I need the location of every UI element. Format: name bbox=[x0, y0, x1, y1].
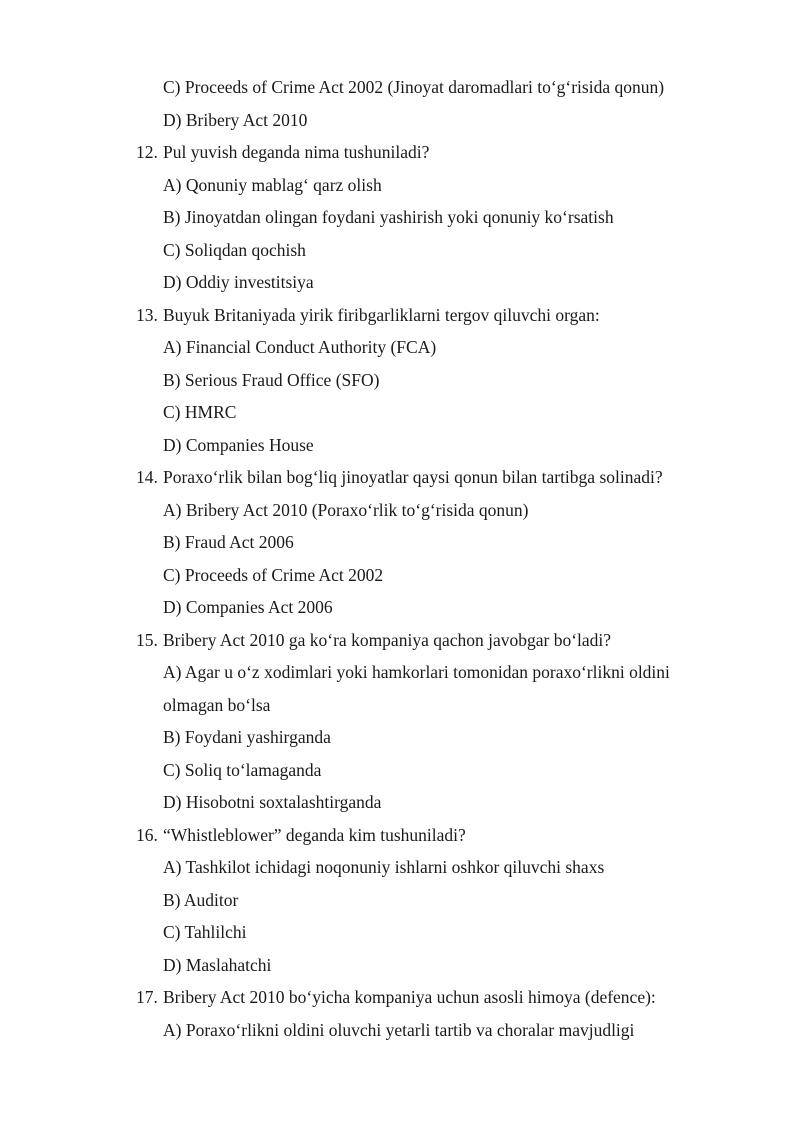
question-text: “Whistleblower” deganda kim tushuniladi? bbox=[163, 825, 466, 845]
answer-option: A) Poraxo‘rlikni oldini oluvchi yetarli tartib va choralar mavjudligi bbox=[163, 1020, 635, 1040]
answer-option: B) Serious Fraud Office (SFO) bbox=[163, 370, 380, 390]
question-number: 15. bbox=[136, 630, 158, 650]
answer-option: B) Auditor bbox=[163, 890, 239, 910]
answer-option: C) HMRC bbox=[163, 402, 237, 422]
question-text: Buyuk Britaniyada yirik firibgarliklarni tergov qiluvchi organ: bbox=[163, 305, 600, 325]
answer-option: D) Hisobotni soxtalashtirganda bbox=[163, 792, 382, 812]
answer-option: A) Qonuniy mablag‘ qarz olish bbox=[163, 175, 382, 195]
answer-option: A) Financial Conduct Authority (FCA) bbox=[163, 337, 437, 357]
question-text: Bribery Act 2010 ga ko‘ra kompaniya qachon javobgar bo‘ladi? bbox=[163, 630, 612, 650]
answer-option: D) Maslahatchi bbox=[163, 955, 272, 975]
answer-option: olmagan bo‘lsa bbox=[163, 695, 271, 715]
question-number: 17. bbox=[136, 987, 158, 1007]
question-text: Poraxo‘rlik bilan bog‘liq jinoyatlar qaysi qonun bilan tartibga solinadi? bbox=[163, 467, 663, 487]
answer-option: D) Oddiy investitsiya bbox=[163, 272, 314, 292]
answer-option: D) Companies House bbox=[163, 435, 314, 455]
answer-option: B) Jinoyatdan olingan foydani yashirish yoki qonuniy ko‘rsatish bbox=[163, 207, 614, 227]
answer-option: B) Foydani yashirganda bbox=[163, 727, 331, 747]
answer-option: C) Soliq to‘lamaganda bbox=[163, 760, 322, 780]
answer-option: C) Proceeds of Crime Act 2002 (Jinoyat daromadlari to‘g‘risida qonun) bbox=[163, 77, 665, 97]
question-text: Bribery Act 2010 bo‘yicha kompaniya uchun asosli himoya (defence): bbox=[163, 987, 656, 1007]
question-number: 14. bbox=[136, 467, 158, 487]
answer-option: C) Soliqdan qochish bbox=[163, 240, 306, 260]
answer-option: A) Bribery Act 2010 (Poraxo‘rlik to‘g‘risida qonun) bbox=[163, 500, 529, 520]
question-number: 12. bbox=[136, 142, 158, 162]
answer-option: A) Tashkilot ichidagi noqonuniy ishlarni oshkor qiluvchi shaxs bbox=[163, 857, 605, 877]
question-text: Pul yuvish deganda nima tushuniladi? bbox=[163, 142, 430, 162]
answer-option: D) Bribery Act 2010 bbox=[163, 110, 308, 130]
answer-option: D) Companies Act 2006 bbox=[163, 597, 333, 617]
answer-option: C) Proceeds of Crime Act 2002 bbox=[163, 565, 384, 585]
answer-option: B) Fraud Act 2006 bbox=[163, 532, 294, 552]
question-number: 13. bbox=[136, 305, 158, 325]
answer-option: C) Tahlilchi bbox=[163, 922, 247, 942]
question-number: 16. bbox=[136, 825, 158, 845]
answer-option: A) Agar u o‘z xodimlari yoki hamkorlari tomonidan poraxo‘rlikni oldini bbox=[163, 662, 670, 682]
